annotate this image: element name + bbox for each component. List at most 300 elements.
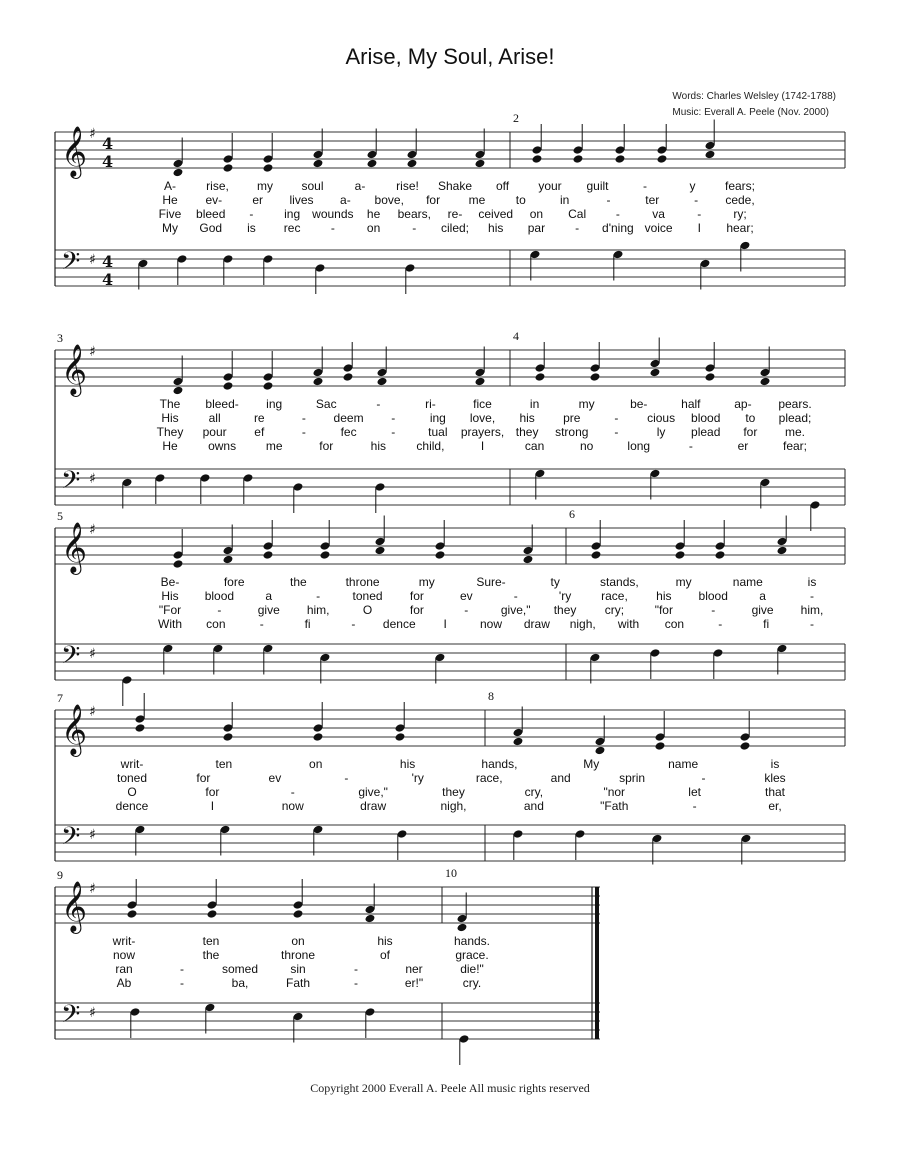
lyric-syllable: - <box>391 425 396 439</box>
lyric-syllable: nigh, <box>569 617 596 631</box>
treble-notehead <box>263 381 274 391</box>
lyric-syllable: Sac <box>315 397 337 411</box>
bass-staff <box>55 644 845 680</box>
lyric-syllable: sprin <box>619 771 646 785</box>
treble-notehead <box>655 741 666 751</box>
lyric-syllable: give <box>751 603 774 617</box>
treble-clef-icon: 𝄞 <box>61 522 88 573</box>
treble-notehead <box>365 914 376 924</box>
treble-staff <box>55 132 845 168</box>
treble-notehead <box>523 555 534 565</box>
lyric-syllable: die!" <box>460 962 484 976</box>
lyric-syllable: is <box>807 575 817 589</box>
bass-staff <box>55 1003 600 1039</box>
lyric-syllable: - <box>697 207 702 221</box>
lyric-syllable: ef <box>254 425 265 439</box>
treble-notehead <box>223 555 234 565</box>
lyric-syllable: they <box>442 785 465 799</box>
bass-staff <box>55 469 845 505</box>
lyric-syllable: voice <box>644 221 673 235</box>
lyric-syllable: - <box>513 589 518 603</box>
lyric-syllable: con <box>206 617 226 631</box>
lyric-syllable: Sure- <box>476 575 506 589</box>
lyric-syllable: re- <box>447 207 463 221</box>
lyric-syllable: me <box>265 439 283 453</box>
lyric-syllable: hands. <box>453 934 491 948</box>
lyric-syllable: give <box>257 603 280 617</box>
lyric-syllable: and <box>550 771 571 785</box>
lyric-syllable: ciled; <box>440 221 470 235</box>
lyric-syllable: - <box>351 617 356 631</box>
lyric-syllable: rise! <box>396 179 419 193</box>
lyric-syllable: my <box>418 575 435 589</box>
copyright-notice: Copyright 2000 Everall A. Peele All music rights reserved <box>310 1081 590 1095</box>
lyric-syllable: blood <box>204 589 235 603</box>
lyric-syllable: y <box>689 179 696 193</box>
lyric-syllable: ran <box>115 962 133 976</box>
treble-notehead <box>173 559 184 569</box>
lyric-syllable: in <box>529 397 540 411</box>
treble-notehead <box>367 159 378 169</box>
lyric-syllable: hands, <box>481 757 518 771</box>
lyric-syllable: er <box>737 439 749 453</box>
lyric-syllable: O <box>127 785 137 799</box>
measure-number: 5 <box>57 509 63 523</box>
lyric-syllable: ri- <box>425 397 436 411</box>
lyric-syllable: race, <box>601 589 628 603</box>
lyric-syllable: rise, <box>206 179 229 193</box>
lyric-syllable: me. <box>784 425 806 439</box>
lyric-syllable: - <box>718 617 723 631</box>
treble-notehead <box>535 372 546 382</box>
lyric-syllable: his <box>370 439 387 453</box>
lyric-syllable: ry; <box>733 207 747 221</box>
lyric-syllable: race, <box>475 771 503 785</box>
lyric-syllable: cry; <box>604 603 625 617</box>
key-signature-sharp-icon: ♯ <box>89 827 96 843</box>
bass-clef-icon: 𝄢 <box>61 1000 81 1035</box>
lyric-syllable: is <box>247 221 256 235</box>
lyric-syllable: child, <box>416 439 445 453</box>
lyric-syllable: can <box>524 439 545 453</box>
lyric-syllable: fec <box>340 425 357 439</box>
lyric-syllable: My <box>162 221 178 235</box>
lyric-syllable: - <box>376 397 381 411</box>
treble-notehead <box>740 741 751 751</box>
lyric-syllable: for <box>409 603 424 617</box>
lyric-syllable: stands, <box>600 575 639 589</box>
lyric-syllable: rec <box>283 221 301 235</box>
lyric-syllable: strong <box>555 425 589 439</box>
lyric-syllable: He <box>162 439 178 453</box>
time-signature-bottom: 4 <box>102 270 114 289</box>
lyric-syllable: a <box>265 589 273 603</box>
lyric-syllable: owns <box>208 439 237 453</box>
lyric-syllable: I <box>697 221 701 235</box>
lyric-syllable: guilt <box>586 179 609 193</box>
lyric-syllable: plead <box>691 425 721 439</box>
lyric-syllable: that <box>764 785 786 799</box>
lyric-syllable: in <box>559 193 570 207</box>
lyric-syllable: "for <box>654 603 673 617</box>
lyric-syllable: Fath <box>285 976 311 990</box>
treble-clef-icon: 𝄞 <box>61 344 88 395</box>
lyric-syllable: ly <box>656 425 666 439</box>
lyric-syllable: a- <box>354 179 366 193</box>
treble-staff <box>55 710 845 746</box>
lyric-syllable: - <box>301 411 306 425</box>
treble-staff <box>55 887 600 923</box>
measure-number: 6 <box>569 507 575 521</box>
lyric-syllable: His <box>161 589 179 603</box>
lyric-syllable: cious <box>647 411 676 425</box>
lyric-syllable: on <box>309 757 323 771</box>
lyric-syllable: His <box>161 411 179 425</box>
hymn-title: Arise, My Soul, Arise! <box>345 44 555 69</box>
lyric-syllable: cry, <box>524 785 544 799</box>
lyric-syllable: deem <box>333 411 364 425</box>
lyric-syllable: 'ry <box>411 771 424 785</box>
lyric-syllable: With <box>158 617 182 631</box>
lyric-syllable: My <box>583 757 600 771</box>
lyric-syllable: - <box>344 771 349 785</box>
lyric-syllable: - <box>301 425 306 439</box>
treble-notehead <box>127 909 138 919</box>
lyric-syllable: toned <box>352 589 383 603</box>
lyric-syllable: ing <box>266 397 283 411</box>
lyric-syllable: "nor <box>603 785 626 799</box>
lyric-syllable: somed <box>221 962 259 976</box>
treble-clef-icon: 𝄞 <box>61 881 88 932</box>
lyric-syllable: bears, <box>397 207 431 221</box>
treble-notehead <box>313 159 324 169</box>
lyric-syllable: be- <box>630 397 648 411</box>
lyric-syllable: - <box>692 799 697 813</box>
lyric-syllable: give," <box>358 785 388 799</box>
treble-notehead <box>675 550 686 560</box>
lyric-syllable: He <box>162 193 178 207</box>
system-5 <box>55 879 600 1065</box>
lyric-syllable: sin <box>290 962 306 976</box>
lyric-syllable: they <box>553 603 577 617</box>
lyric-syllable: Ab <box>116 976 132 990</box>
bass-clef-icon: 𝄢 <box>61 822 81 857</box>
bass-clef-icon: 𝄢 <box>61 641 81 676</box>
lyric-syllable: his <box>656 589 672 603</box>
lyric-syllable: prayers, <box>460 425 505 439</box>
lyric-syllable: throne <box>345 575 380 589</box>
lyric-syllable: to <box>515 193 526 207</box>
lyric-syllable: er <box>252 193 264 207</box>
lyric-syllable: now <box>112 948 136 962</box>
lyric-syllable: I <box>443 617 447 631</box>
lyric-syllable: - <box>701 771 706 785</box>
treble-clef-icon: 𝄞 <box>61 704 88 755</box>
measure-number: 2 <box>513 111 519 125</box>
lyric-syllable: par <box>527 221 546 235</box>
lyric-syllable: The <box>159 397 181 411</box>
lyric-syllable: I <box>210 799 215 813</box>
treble-notehead <box>650 368 661 378</box>
treble-notehead <box>313 377 324 387</box>
lyric-syllable: ing <box>284 207 301 221</box>
lyric-syllable: con <box>664 617 685 631</box>
lyric-syllable: dence <box>115 799 149 813</box>
measure-number: 3 <box>57 331 63 345</box>
lyric-syllable: - <box>249 207 254 221</box>
measure-number: 4 <box>513 329 519 343</box>
lyric-syllable: er, <box>768 799 782 813</box>
lyric-syllable: fice <box>473 397 492 411</box>
key-signature-sharp-icon: ♯ <box>89 344 96 360</box>
lyric-syllable: they <box>515 425 539 439</box>
lyric-syllable: on <box>291 934 305 948</box>
lyric-syllable: I <box>480 439 485 453</box>
treble-notehead <box>475 159 486 169</box>
lyric-syllable: A- <box>164 179 176 193</box>
lyric-syllable: - <box>180 962 184 976</box>
lyric-syllable: cede, <box>725 193 755 207</box>
lyric-syllable: ten <box>215 757 233 771</box>
treble-notehead <box>760 377 771 387</box>
lyric-syllable: to <box>745 411 756 425</box>
lyric-syllable: Five <box>158 207 182 221</box>
time-signature-top: 4 <box>102 134 114 153</box>
lyric-syllable: re <box>253 411 265 425</box>
lyric-syllable: - <box>575 221 580 235</box>
lyric-syllable: pears. <box>778 397 812 411</box>
lyric-syllable: throne <box>280 948 316 962</box>
lyric-syllable: pour <box>202 425 227 439</box>
lyric-syllable: now <box>479 617 503 631</box>
lyric-syllable: tual <box>428 425 448 439</box>
measure-number: 9 <box>57 868 63 882</box>
lyric-syllable: no <box>579 439 594 453</box>
lyric-syllable: him, <box>800 603 824 617</box>
key-signature-sharp-icon: ♯ <box>89 252 96 268</box>
lyric-syllable: ter <box>645 193 660 207</box>
lyric-syllable: love, <box>469 411 496 425</box>
lyric-syllable: me <box>468 193 486 207</box>
lyric-syllable: ner <box>405 962 423 976</box>
lyric-syllable: - <box>810 589 814 603</box>
lyric-syllable: my <box>578 397 595 411</box>
key-signature-sharp-icon: ♯ <box>89 646 96 662</box>
lyric-syllable: now <box>281 799 304 813</box>
treble-notehead <box>407 159 418 169</box>
lyric-syllable: - <box>464 603 469 617</box>
lyric-syllable: ba, <box>231 976 249 990</box>
bass-clef-icon: 𝄢 <box>61 247 81 282</box>
lyric-syllable: blood <box>691 411 721 425</box>
treble-notehead <box>135 723 146 733</box>
lyric-syllable: half <box>681 397 701 411</box>
lyric-syllable: wounds <box>312 207 354 221</box>
lyric-syllable: his <box>399 757 416 771</box>
lyric-syllable: - <box>290 785 295 799</box>
lyric-syllable: 'ry <box>558 589 572 603</box>
lyric-syllable: draw <box>360 799 387 813</box>
lyric-syllable: - <box>614 411 619 425</box>
lyric-syllable: he <box>366 207 381 221</box>
treble-notehead <box>395 732 406 742</box>
lyric-syllable: - <box>330 221 335 235</box>
lyric-syllable: dence <box>382 617 416 631</box>
lyric-syllable: ty <box>550 575 560 589</box>
lyric-syllable: pre <box>563 411 581 425</box>
lyric-syllable: d'ning <box>602 221 634 235</box>
lyric-syllable: grace. <box>455 948 489 962</box>
treble-notehead <box>513 737 524 747</box>
lyric-syllable: Shake <box>437 179 473 193</box>
lyric-syllable: bleed- <box>205 397 239 411</box>
treble-staff <box>55 350 845 386</box>
lyric-syllable: the <box>290 575 307 589</box>
lyric-syllable: ing <box>429 411 446 425</box>
treble-notehead <box>657 154 668 164</box>
lyric-syllable: for <box>743 425 758 439</box>
lyric-syllable: for <box>409 589 424 603</box>
lyric-syllable: draw <box>523 617 550 631</box>
lyric-syllable: his <box>519 411 535 425</box>
treble-notehead <box>313 732 324 742</box>
key-signature-sharp-icon: ♯ <box>89 704 96 720</box>
lyric-syllable: cry. <box>462 976 482 990</box>
lyric-syllable: off <box>495 179 510 193</box>
lyric-syllable: - <box>688 439 693 453</box>
lyric-syllable: name <box>668 757 699 771</box>
treble-notehead <box>320 550 331 560</box>
lyric-syllable: ceived <box>478 207 514 221</box>
lyric-syllable: ev <box>459 589 473 603</box>
lyric-syllable: writ- <box>120 757 144 771</box>
key-signature-sharp-icon: ♯ <box>89 471 96 487</box>
words-credit: Words: Charles Welsley (1742-1788) <box>672 91 836 102</box>
lyric-syllable: soul <box>301 179 324 193</box>
treble-notehead <box>705 150 716 160</box>
lyric-syllable: him, <box>306 603 330 617</box>
lyric-syllable: fore <box>223 575 245 589</box>
lyric-syllable: - <box>711 603 716 617</box>
lyric-syllable: a <box>759 589 766 603</box>
system-4 <box>55 693 845 865</box>
lyric-syllable: with <box>617 617 640 631</box>
lyric-syllable: O <box>362 603 373 617</box>
lyric-syllable: kles <box>764 771 786 785</box>
lyric-syllable: - <box>810 617 814 631</box>
lyric-syllable: is <box>770 757 780 771</box>
lyric-syllable: God <box>199 221 223 235</box>
lyric-syllable: fi <box>304 617 311 631</box>
lyric-syllable: for <box>319 439 334 453</box>
lyric-syllable: plead; <box>778 411 812 425</box>
lyric-syllable: ten <box>202 934 220 948</box>
lyric-syllable: - <box>614 425 619 439</box>
lyric-syllable: writ- <box>112 934 136 948</box>
treble-notehead <box>223 163 234 173</box>
lyric-syllable: his <box>488 221 504 235</box>
bass-staff <box>55 250 845 286</box>
lyric-syllable: - <box>643 179 647 193</box>
key-signature-sharp-icon: ♯ <box>89 522 96 538</box>
treble-notehead <box>293 909 304 919</box>
lyric-syllable: a- <box>340 193 351 207</box>
lyric-syllable: hear; <box>726 221 754 235</box>
treble-notehead <box>777 546 788 556</box>
lyric-syllable: my <box>675 575 692 589</box>
lyric-syllable: name <box>732 575 763 589</box>
lyric-syllable: on <box>366 221 381 235</box>
lyric-syllable: - <box>217 603 222 617</box>
time-signature-top: 4 <box>102 252 114 271</box>
lyric-syllable: nigh, <box>440 799 467 813</box>
lyric-syllable: long <box>627 439 651 453</box>
treble-notehead <box>457 923 468 933</box>
lyric-syllable: lives <box>289 193 314 207</box>
lyric-syllable: bove, <box>374 193 404 207</box>
treble-notehead <box>705 372 716 382</box>
lyric-syllable: - <box>391 411 396 425</box>
lyric-syllable: ap- <box>734 397 752 411</box>
treble-notehead <box>343 372 354 382</box>
lyric-syllable: bleed <box>196 207 226 221</box>
treble-clef-icon: 𝄞 <box>61 126 88 177</box>
bass-staff <box>55 825 845 861</box>
treble-notehead <box>375 546 386 556</box>
treble-notehead <box>173 168 184 178</box>
lyric-syllable: - <box>354 962 358 976</box>
treble-notehead <box>435 550 446 560</box>
lyric-syllable: for <box>426 193 441 207</box>
treble-notehead <box>173 386 184 396</box>
lyric-syllable: blood <box>698 589 728 603</box>
treble-notehead <box>532 154 543 164</box>
lyric-syllable: ev <box>268 771 282 785</box>
treble-notehead <box>573 154 584 164</box>
lyric-syllable: my <box>257 179 273 193</box>
bass-clef-icon: 𝄢 <box>61 466 81 501</box>
treble-notehead <box>223 381 234 391</box>
treble-notehead <box>263 550 274 560</box>
lyric-syllable: - <box>316 589 321 603</box>
lyric-syllable: for <box>205 785 220 799</box>
key-signature-sharp-icon: ♯ <box>89 881 96 897</box>
lyric-syllable: for <box>196 771 211 785</box>
lyric-syllable: "Fath <box>600 799 629 813</box>
treble-notehead <box>207 909 218 919</box>
lyric-syllable: your <box>538 179 562 193</box>
lyric-syllable: - <box>694 193 699 207</box>
treble-notehead <box>591 550 602 560</box>
lyric-syllable: - <box>606 193 611 207</box>
lyric-syllable: and <box>523 799 544 813</box>
treble-notehead <box>590 372 601 382</box>
lyric-syllable: fears; <box>724 179 756 193</box>
final-barline-thick <box>595 887 599 1039</box>
lyric-syllable: fear; <box>782 439 808 453</box>
lyric-syllable: on <box>529 207 544 221</box>
measure-number: 7 <box>57 691 63 705</box>
lyric-syllable: let <box>688 785 701 799</box>
lyric-syllable: "For <box>158 603 182 617</box>
lyric-syllable: - <box>412 221 417 235</box>
lyric-syllable: - <box>354 976 358 990</box>
lyric-syllable: all <box>208 411 221 425</box>
treble-notehead <box>223 732 234 742</box>
measure-number: 10 <box>445 866 457 880</box>
lyric-syllable: the <box>202 948 220 962</box>
lyric-syllable: - <box>180 976 184 990</box>
